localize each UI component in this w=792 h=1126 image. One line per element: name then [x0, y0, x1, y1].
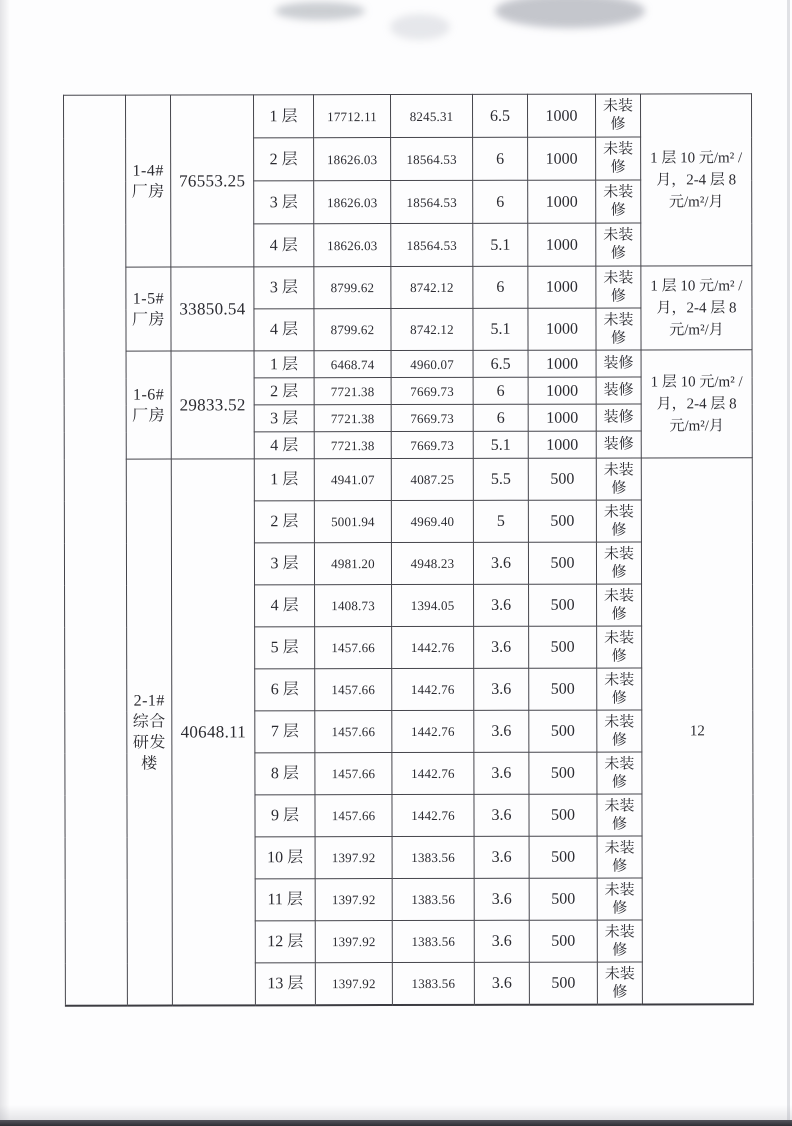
- floor-cell: 2 层: [254, 138, 314, 181]
- building-name-line: 综合: [132, 713, 166, 731]
- area1-cell: 8799.62: [314, 309, 391, 351]
- height-cell: 6.5: [473, 94, 528, 137]
- decoration-cell: 未装修: [597, 836, 642, 878]
- scan-edge-shadow-left: [0, 0, 10, 1126]
- height-cell: 6: [473, 266, 528, 308]
- floor-cell: 2 层: [254, 501, 314, 543]
- area1-cell: 8799.62: [314, 267, 391, 309]
- area2-cell: 8245.31: [391, 94, 473, 137]
- height-cell: 5.1: [473, 308, 528, 350]
- area1-cell: 7721.38: [314, 405, 391, 432]
- area2-cell: 1442.76: [392, 668, 474, 710]
- decoration-cell: 装修: [596, 404, 641, 431]
- load-cell: 1000: [528, 94, 596, 137]
- height-cell: 3.6: [474, 710, 529, 752]
- area2-cell: 18564.53: [391, 180, 473, 223]
- building-name-line: 1-6#: [132, 386, 165, 404]
- total-area-cell: 33850.54: [171, 267, 254, 351]
- height-cell: 6.5: [473, 350, 528, 377]
- table-row: [64, 350, 752, 378]
- load-cell: 500: [528, 458, 596, 500]
- load-cell: 1000: [528, 431, 596, 458]
- floor-cell: 3 层: [254, 543, 314, 585]
- floor-cell: 6 层: [255, 669, 315, 711]
- building-name-cell: [126, 95, 171, 267]
- load-cell: 500: [529, 626, 597, 668]
- area2-cell: 4969.40: [391, 500, 473, 542]
- floor-cell: 3 层: [254, 405, 314, 432]
- height-cell: 3.6: [474, 962, 529, 1005]
- rent-note-cell: 1 层 10 元/m² /月，2-4 层 8 元/m²/月: [641, 94, 752, 266]
- floor-cell: 12 层: [255, 921, 315, 963]
- floor-cell: 1 层: [254, 459, 314, 501]
- building-floor-table: [63, 93, 754, 1006]
- building-name-line: 2-1#: [133, 692, 165, 710]
- area1-cell: 1397.92: [315, 921, 392, 963]
- load-cell: 1000: [528, 223, 596, 266]
- floor-cell: 2 层: [254, 378, 314, 405]
- height-cell: 3.6: [474, 626, 529, 668]
- scan-smudge: [390, 14, 450, 40]
- floor-cell: 10 层: [255, 837, 315, 879]
- height-cell: 3.6: [474, 836, 529, 878]
- area2-cell: 1383.56: [392, 878, 474, 920]
- area1-cell: 5001.94: [314, 501, 391, 543]
- rent-note-cell: 12: [641, 458, 753, 1005]
- area1-cell: 1457.66: [315, 627, 392, 669]
- area2-cell: 7669.73: [391, 377, 473, 404]
- decoration-cell: 未装修: [596, 542, 641, 584]
- floor-cell: 7 层: [255, 711, 315, 753]
- building-name-cell: [126, 459, 172, 1006]
- building-name-line: 厂房: [132, 407, 166, 425]
- floor-cell: 1 层: [254, 351, 314, 378]
- scan-edge-shadow-bottom: [0, 1105, 792, 1121]
- floor-cell: 13 层: [255, 963, 315, 1006]
- building-name-line: 厂房: [131, 183, 165, 201]
- load-cell: 500: [529, 710, 597, 752]
- height-cell: 3.6: [474, 584, 529, 626]
- decoration-cell: 未装修: [597, 962, 642, 1005]
- building-name-line: 1-5#: [132, 290, 165, 308]
- area2-cell: 4960.07: [391, 350, 473, 377]
- decoration-cell: 装修: [596, 431, 641, 458]
- decoration-cell: 未装修: [596, 458, 641, 500]
- area2-cell: 7669.73: [391, 431, 473, 458]
- rent-note-cell: 1 层 10 元/m² /月，2-4 层 8 元/m²/月: [641, 266, 752, 350]
- building-name-line: 1-4#: [132, 162, 164, 180]
- area2-cell: 1442.76: [392, 752, 474, 794]
- area2-cell: 7669.73: [391, 404, 473, 431]
- area2-cell: 8742.12: [391, 266, 473, 308]
- floor-cell: 3 层: [254, 267, 314, 309]
- decoration-cell: 未装修: [596, 500, 641, 542]
- height-cell: 3.6: [474, 668, 529, 710]
- area1-cell: 4941.07: [314, 459, 391, 501]
- load-cell: 500: [529, 878, 597, 920]
- area2-cell: 4087.25: [391, 458, 473, 500]
- area1-cell: 1457.66: [315, 753, 392, 795]
- floor-cell: 4 层: [255, 585, 315, 627]
- load-cell: 500: [529, 668, 597, 710]
- building-name-line: 楼: [141, 755, 158, 773]
- building-name-cell: [126, 267, 171, 351]
- area2-cell: 1383.56: [392, 836, 474, 878]
- height-cell: 6: [473, 180, 528, 223]
- load-cell: 500: [529, 584, 597, 626]
- load-cell: 500: [528, 500, 596, 542]
- load-cell: 1000: [528, 377, 596, 404]
- building-name-line: 研发: [132, 734, 166, 752]
- height-cell: 6: [473, 137, 528, 180]
- area2-cell: 1383.56: [392, 962, 474, 1005]
- load-cell: 500: [529, 836, 597, 878]
- area1-cell: 18626.03: [314, 138, 391, 181]
- height-cell: 3.6: [474, 920, 529, 962]
- table-row: [64, 94, 752, 138]
- decoration-cell: 未装修: [597, 626, 642, 668]
- area1-cell: 6468.74: [314, 351, 391, 378]
- decoration-cell: 装修: [596, 377, 641, 404]
- load-cell: 500: [529, 920, 597, 962]
- building-name-line: 厂房: [131, 311, 165, 329]
- decoration-cell: 未装修: [597, 710, 642, 752]
- load-cell: 1000: [528, 404, 596, 431]
- empty-left-cell: [64, 95, 128, 1006]
- scan-edge-shadow-right: [787, 0, 790, 1126]
- height-cell: 3.6: [474, 878, 529, 920]
- scan-smudge: [275, 2, 365, 20]
- height-cell: 5.5: [473, 458, 528, 500]
- load-cell: 1000: [528, 308, 596, 350]
- area2-cell: 1383.56: [392, 920, 474, 962]
- height-cell: 5.1: [473, 223, 528, 266]
- decoration-cell: 未装修: [597, 920, 642, 962]
- decoration-cell: 未装修: [597, 878, 642, 920]
- area1-cell: 4981.20: [314, 543, 391, 585]
- height-cell: 6: [473, 404, 528, 431]
- area1-cell: 18626.03: [314, 181, 391, 224]
- load-cell: 500: [529, 962, 597, 1005]
- decoration-cell: 未装修: [596, 266, 641, 308]
- decoration-cell: 装修: [596, 350, 641, 377]
- area1-cell: 1457.66: [315, 795, 392, 837]
- area1-cell: 1408.73: [315, 585, 392, 627]
- area2-cell: 8742.12: [391, 308, 473, 350]
- area1-cell: 7721.38: [314, 378, 391, 405]
- floor-cell: 8 层: [255, 753, 315, 795]
- height-cell: 5.1: [473, 431, 528, 458]
- decoration-cell: 未装修: [597, 584, 642, 626]
- decoration-cell: 未装修: [596, 180, 641, 223]
- area2-cell: 1442.76: [392, 710, 474, 752]
- area2-cell: 1442.76: [392, 794, 474, 836]
- floor-cell: 9 层: [255, 795, 315, 837]
- load-cell: 500: [528, 542, 596, 584]
- height-cell: 3.6: [474, 752, 529, 794]
- scan-edge-band-bottom: [0, 1120, 792, 1126]
- floor-cell: 4 层: [254, 432, 314, 459]
- total-area-cell: 40648.11: [171, 459, 255, 1006]
- area1-cell: 1457.66: [315, 711, 392, 753]
- decoration-cell: 未装修: [596, 223, 641, 266]
- building-name-cell: [126, 351, 171, 459]
- table-row: [64, 458, 752, 501]
- area2-cell: 1442.76: [392, 626, 474, 668]
- decoration-cell: 未装修: [597, 668, 642, 710]
- height-cell: 3.6: [474, 794, 529, 836]
- load-cell: 1000: [528, 137, 596, 180]
- load-cell: 1000: [528, 266, 596, 308]
- decoration-cell: 未装修: [596, 94, 641, 137]
- decoration-cell: 未装修: [596, 308, 641, 350]
- decoration-cell: 未装修: [596, 137, 641, 180]
- height-cell: 6: [473, 377, 528, 404]
- table-row: [64, 266, 752, 309]
- floor-cell: 5 层: [255, 627, 315, 669]
- height-cell: 5: [473, 500, 528, 542]
- area1-cell: 1397.92: [315, 837, 392, 879]
- area2-cell: 1394.05: [392, 584, 474, 626]
- area1-cell: 7721.38: [314, 432, 391, 459]
- total-area-cell: 76553.25: [171, 95, 254, 267]
- area1-cell: 1457.66: [315, 669, 392, 711]
- load-cell: 1000: [528, 350, 596, 377]
- height-cell: 3.6: [473, 542, 528, 584]
- rent-note-cell: 1 层 10 元/m² /月，2-4 层 8 元/m²/月: [641, 350, 752, 458]
- total-area-cell: 29833.52: [171, 351, 254, 459]
- floor-cell: 4 层: [254, 224, 314, 267]
- area2-cell: 18564.53: [391, 223, 473, 266]
- load-cell: 500: [529, 794, 597, 836]
- area2-cell: 4948.23: [391, 542, 473, 584]
- area1-cell: 1397.92: [315, 963, 392, 1006]
- floor-cell: 11 层: [255, 879, 315, 921]
- area1-cell: 1397.92: [315, 879, 392, 921]
- area1-cell: 18626.03: [314, 224, 391, 267]
- floor-cell: 1 层: [254, 95, 314, 138]
- floor-cell: 4 层: [254, 309, 314, 351]
- decoration-cell: 未装修: [597, 794, 642, 836]
- decoration-cell: 未装修: [597, 752, 642, 794]
- scan-smudge: [495, 0, 645, 28]
- load-cell: 500: [529, 752, 597, 794]
- area2-cell: 18564.53: [391, 137, 473, 180]
- area1-cell: 17712.11: [314, 95, 391, 138]
- floor-cell: 3 层: [254, 181, 314, 224]
- load-cell: 1000: [528, 180, 596, 223]
